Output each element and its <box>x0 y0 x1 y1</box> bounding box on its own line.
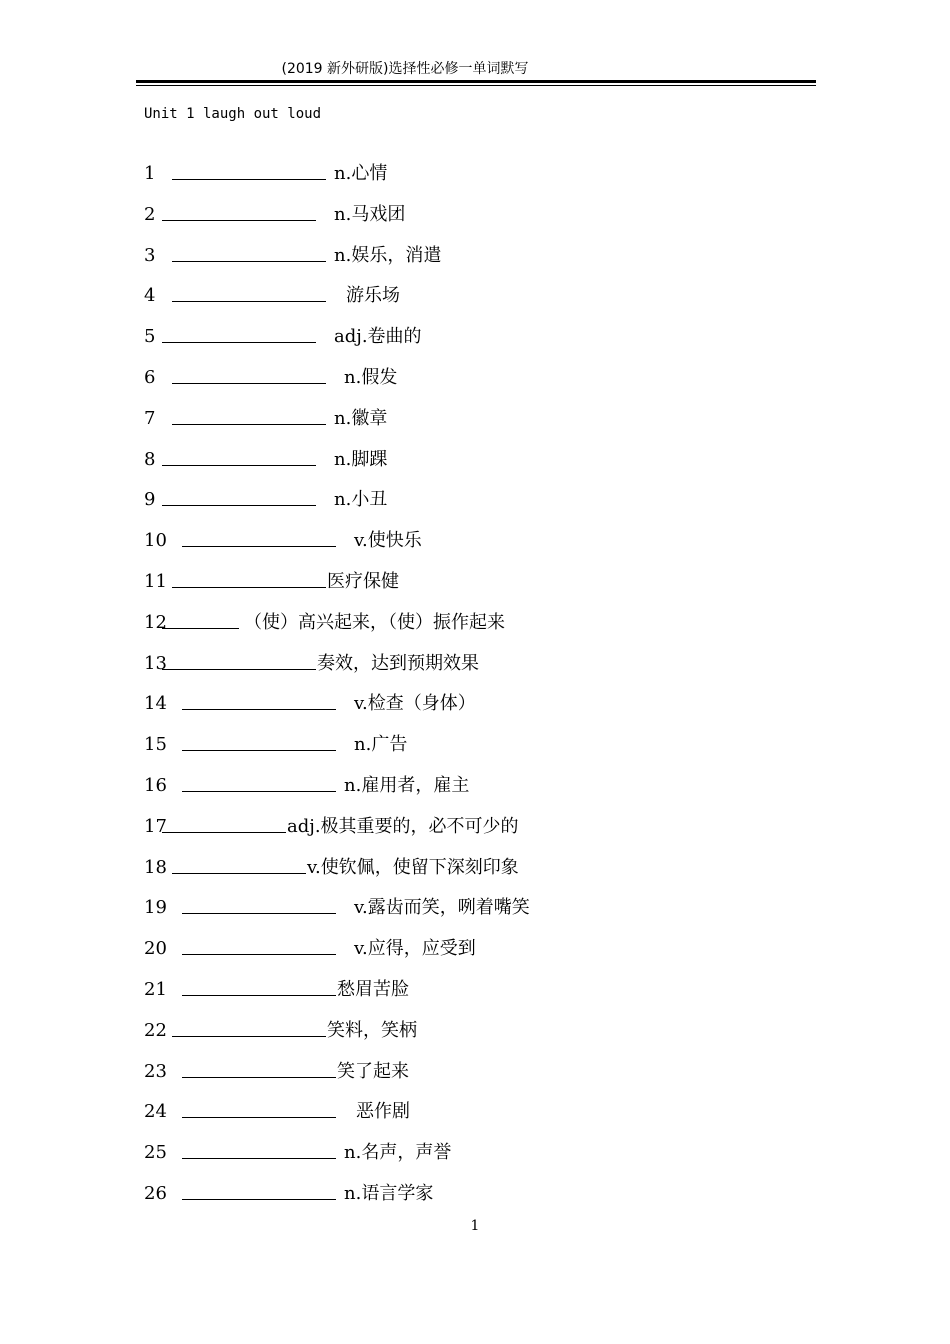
item-definition: （使）高兴起来，（使）振作起来 <box>244 611 505 633</box>
page-number: 1 <box>470 1218 480 1234</box>
answer-blank[interactable] <box>172 856 306 874</box>
item-number: 3 <box>144 244 156 266</box>
vocab-item-10 <box>144 529 844 555</box>
item-definition: adj.卷曲的 <box>334 326 422 348</box>
item-definition: n.徽章 <box>334 407 388 429</box>
item-number: 1 <box>144 163 156 184</box>
item-definition: 奏效，达到预期效果 <box>317 652 479 674</box>
header-title: (2019 新外研版)选择性必修一单词默写 <box>281 61 529 77</box>
item-number: 12 <box>144 611 167 633</box>
item-definition: adj.极其重要的，必不可少的 <box>287 815 519 837</box>
answer-blank[interactable] <box>182 1060 336 1078</box>
answer-blank[interactable] <box>182 1182 336 1200</box>
item-definition: v.露齿而笑，咧着嘴笑 <box>354 897 530 919</box>
vocab-item-12 <box>144 611 844 637</box>
vocab-item-20 <box>144 937 844 963</box>
answer-blank[interactable] <box>172 1019 326 1037</box>
vocab-item-7 <box>144 407 844 433</box>
vocab-item-1 <box>144 162 844 188</box>
item-number: 11 <box>144 571 167 592</box>
answer-blank[interactable] <box>162 448 316 466</box>
header-rule-thin <box>136 85 816 86</box>
item-number: 22 <box>144 1019 167 1041</box>
vocab-item-22 <box>144 1019 844 1045</box>
item-definition: n.娱乐，消遣 <box>334 244 442 266</box>
answer-blank[interactable] <box>182 692 336 710</box>
page-header <box>0 58 950 80</box>
item-definition: n.假发 <box>344 367 398 388</box>
answer-blank[interactable] <box>182 1100 336 1118</box>
answer-blank[interactable] <box>182 896 336 914</box>
answer-blank[interactable] <box>182 1141 336 1159</box>
item-number: 4 <box>144 285 156 307</box>
vocab-item-15 <box>144 733 844 759</box>
answer-blank[interactable] <box>172 244 326 262</box>
item-definition: 游乐场 <box>346 285 400 307</box>
vocab-item-24 <box>144 1100 844 1126</box>
vocab-item-18 <box>144 856 844 882</box>
vocab-item-16 <box>144 774 844 800</box>
item-number: 10 <box>144 530 167 552</box>
answer-blank[interactable] <box>182 937 336 955</box>
answer-blank[interactable] <box>172 162 326 180</box>
item-definition: v.检查（身体） <box>354 693 476 715</box>
item-number: 9 <box>144 489 156 511</box>
item-number: 14 <box>144 693 167 715</box>
vocab-item-26 <box>144 1182 844 1208</box>
item-definition: 医疗保健 <box>327 571 399 592</box>
vocab-item-9 <box>144 488 844 514</box>
item-definition: n.广告 <box>354 734 408 756</box>
item-number: 26 <box>144 1183 167 1204</box>
item-definition: v.应得，应受到 <box>354 938 476 960</box>
answer-blank[interactable] <box>182 529 336 547</box>
answer-blank[interactable] <box>162 611 239 629</box>
vocab-item-23 <box>144 1060 844 1086</box>
answer-blank[interactable] <box>182 978 336 996</box>
item-number: 24 <box>144 1101 167 1123</box>
item-number: 20 <box>144 938 167 960</box>
answer-blank[interactable] <box>162 488 316 506</box>
item-number: 8 <box>144 448 156 470</box>
item-number: 17 <box>144 815 167 837</box>
answer-blank[interactable] <box>172 366 326 384</box>
vocab-item-4 <box>144 284 844 310</box>
vocab-item-2 <box>144 203 844 229</box>
vocab-item-21 <box>144 978 844 1004</box>
item-definition: n.马戏团 <box>334 203 406 225</box>
item-definition: 笑料，笑柄 <box>327 1019 417 1041</box>
answer-blank[interactable] <box>172 407 326 425</box>
item-definition: n.心情 <box>334 163 388 184</box>
answer-blank[interactable] <box>162 652 316 670</box>
item-definition: n.名声，声誉 <box>344 1142 452 1164</box>
vocab-item-14 <box>144 692 844 718</box>
item-definition: v.使钦佩，使留下深刻印象 <box>307 856 519 878</box>
vocab-item-5 <box>144 325 844 351</box>
answer-blank[interactable] <box>162 325 316 343</box>
item-number: 19 <box>144 897 167 919</box>
item-definition: v.使快乐 <box>354 530 422 552</box>
answer-blank[interactable] <box>182 733 336 751</box>
item-definition: 笑了起来 <box>337 1060 409 1082</box>
item-definition: n.小丑 <box>334 489 388 511</box>
item-number: 5 <box>144 326 156 348</box>
item-number: 21 <box>144 979 167 1000</box>
vocab-item-13 <box>144 652 844 678</box>
item-number: 18 <box>144 856 167 878</box>
unit-title: Unit 1 laugh out loud <box>144 106 322 122</box>
item-number: 6 <box>144 367 156 388</box>
item-number: 16 <box>144 775 167 796</box>
item-definition: 恶作剧 <box>356 1101 410 1123</box>
vocab-item-25 <box>144 1141 844 1167</box>
item-number: 7 <box>144 407 156 429</box>
item-definition: n.脚踝 <box>334 448 388 470</box>
answer-blank[interactable] <box>172 570 326 588</box>
item-definition: 愁眉苦脸 <box>337 979 409 1000</box>
answer-blank[interactable] <box>172 284 326 302</box>
vocab-item-3 <box>144 244 844 270</box>
item-number: 13 <box>144 652 167 674</box>
item-number: 2 <box>144 203 156 225</box>
vocab-item-8 <box>144 448 844 474</box>
vocab-item-19 <box>144 896 844 922</box>
vocab-item-17 <box>144 815 844 841</box>
vocab-item-11 <box>144 570 844 596</box>
item-number: 25 <box>144 1142 167 1164</box>
answer-blank[interactable] <box>182 774 336 792</box>
vocab-item-6 <box>144 366 844 392</box>
item-definition: n.语言学家 <box>344 1183 434 1204</box>
item-definition: n.雇用者，雇主 <box>344 775 470 796</box>
item-number: 15 <box>144 734 167 756</box>
header-rule-thick <box>136 80 816 83</box>
item-number: 23 <box>144 1060 167 1082</box>
answer-blank[interactable] <box>162 203 316 221</box>
answer-blank[interactable] <box>162 815 286 833</box>
